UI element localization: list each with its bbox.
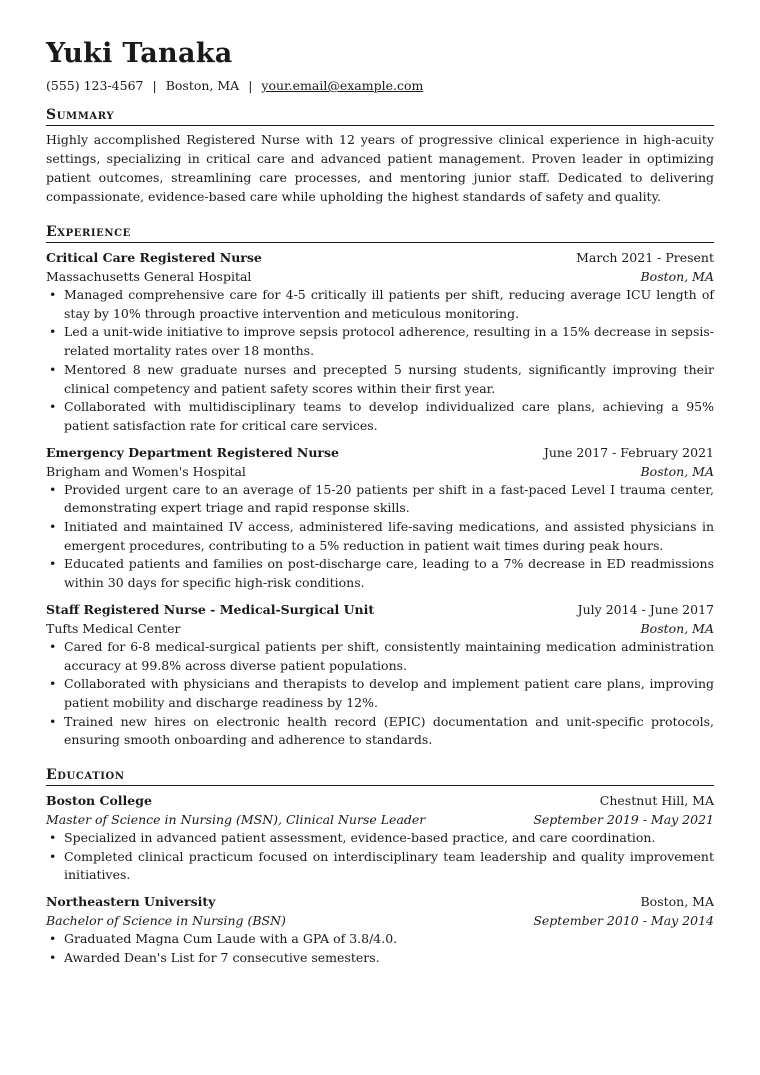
list-item xyxy=(46,949,714,968)
job-location: Boston, MA xyxy=(640,269,714,284)
list-item xyxy=(46,829,714,848)
email-link[interactable]: your.email@example.com xyxy=(261,78,424,93)
location: Boston, MA xyxy=(165,78,240,93)
bullet-text: Trained new hires on electronic health record (EPIC) documentation and unit-specific protocols, ensuring smooth onboarding and adherence to standards. xyxy=(64,713,714,748)
contact-separator: | xyxy=(248,78,253,93)
job-dates: March 2021 - Present xyxy=(576,250,714,265)
bullet-text: Cared for 6-8 medical-surgical patients per shift, consistently maintaining medication administration accuracy at 99.8% across diverse patient populations. xyxy=(64,638,714,673)
school-location: Chestnut Hill, MA xyxy=(599,793,714,808)
school-location: Boston, MA xyxy=(640,894,714,910)
education-section xyxy=(46,766,714,968)
degree: Master of Science in Nursing (MSN), Clinical Nurse Leader xyxy=(46,812,426,827)
employer: Brigham and Women's Hospital xyxy=(46,463,246,479)
job-bullets xyxy=(46,481,714,593)
bullet-text: Awarded Dean's List for 7 consecutive semesters. xyxy=(64,949,380,965)
job-dates: June 2017 - February 2021 xyxy=(543,444,714,460)
bullet-text: Educated patients and families on post-discharge care, leading to a 7% decrease in ED readmissions within 30 days for specific high-risk conditions. xyxy=(64,556,714,591)
bullet-icon: • xyxy=(49,949,57,965)
job-title: Critical Care Registered Nurse xyxy=(46,250,262,265)
education-bullets xyxy=(46,930,714,967)
summary-section xyxy=(46,106,714,206)
job-title: Emergency Department Registered Nurse xyxy=(46,444,339,460)
education-dates: September 2019 - May 2021 xyxy=(533,812,714,827)
job-location: Boston, MA xyxy=(640,463,714,479)
bullet-icon: • xyxy=(49,830,57,845)
bullet-icon: • xyxy=(49,676,57,692)
candidate-name: Yuki Tanaka xyxy=(46,38,233,69)
experience-section xyxy=(46,223,714,750)
bullet-text: Managed comprehensive care for 4-5 critically ill patients per shift, reducing average ICU length of stay by 10% through proactive intervention and meticulous monitoring. xyxy=(64,287,714,321)
education-bullets xyxy=(46,829,714,885)
bullet-icon: • xyxy=(49,361,57,377)
bullet-text: Initiated and maintained IV access, administered life-saving medications, and assisted physicians in emergent procedures, contributing to a 5% reduction in patient wait times during peak hours. xyxy=(64,519,714,553)
list-item xyxy=(46,481,714,518)
degree: Bachelor of Science in Nursing (BSN) xyxy=(46,913,286,929)
contact-separator: | xyxy=(152,78,157,93)
list-item xyxy=(46,930,714,949)
bullet-text: Led a unit-wide initiative to improve sepsis protocol adherence, resulting in a 15% decrease in sepsis-related mortality rates over 18 months. xyxy=(64,324,714,359)
bullet-icon: • xyxy=(49,519,57,535)
bullet-icon: • xyxy=(49,399,57,415)
bullet-text: Mentored 8 new graduate nurses and precepted 5 nursing students, significantly improving their clinical competency and patient safety scores within their first year. xyxy=(64,361,714,396)
school-name: Northeastern University xyxy=(46,894,216,910)
bullet-icon: • xyxy=(49,638,57,654)
job-dates: July 2014 - June 2017 xyxy=(577,601,714,617)
education-entry xyxy=(46,791,714,885)
bullet-text: Collaborated with multidisciplinary teams to develop individualized care plans, achieving a 95% patient satisfaction rate for critical care services. xyxy=(64,399,714,433)
list-item xyxy=(46,555,714,592)
section-heading: Education xyxy=(46,766,714,786)
summary-text: Highly accomplished Registered Nurse with 12 years of progressive clinical experience in high-acuity settings, specializing in critical care and advanced patient management. Proven leader in optimizing patient outcomes, streamlining care processes, and mentoring junior staff. Dedicated to delivering compassionate, evidence-based care while upholding the highest standards of safety and quality. xyxy=(46,132,714,204)
bullet-icon: • xyxy=(49,481,57,497)
education-entry xyxy=(46,892,714,967)
job-entry xyxy=(46,248,714,436)
school-name: Boston College xyxy=(46,793,152,808)
employer: Massachusetts General Hospital xyxy=(46,269,252,284)
phone-number: (555) 123-4567 xyxy=(46,78,144,93)
list-item xyxy=(46,638,714,675)
list-item xyxy=(46,398,714,435)
job-bullets xyxy=(46,638,714,750)
list-item xyxy=(46,675,714,712)
job-bullets xyxy=(46,286,714,436)
job-title: Staff Registered Nurse - Medical-Surgical Unit xyxy=(46,601,375,617)
list-item xyxy=(46,848,714,885)
section-heading: Summary xyxy=(46,106,714,126)
list-item xyxy=(46,286,714,323)
bullet-icon: • xyxy=(49,556,57,572)
contact-line xyxy=(46,77,423,95)
bullet-icon: • xyxy=(49,324,57,340)
job-location: Boston, MA xyxy=(640,620,714,636)
bullet-text: Graduated Magna Cum Laude with a GPA of 3.8/4.0. xyxy=(64,931,398,947)
bullet-text: Specialized in advanced patient assessment, evidence-based practice, and care coordination. xyxy=(64,830,656,845)
bullet-icon: • xyxy=(49,931,57,947)
list-item xyxy=(46,323,714,360)
bullet-text: Collaborated with physicians and therapists to develop and implement patient care plans, improving patient mobility and discharge readiness by 12%. xyxy=(64,676,714,710)
job-entry xyxy=(46,443,714,593)
list-item xyxy=(46,518,714,555)
education-dates: September 2010 - May 2014 xyxy=(533,913,714,929)
bullet-icon: • xyxy=(49,848,57,864)
employer: Tufts Medical Center xyxy=(46,620,181,636)
bullet-icon: • xyxy=(49,713,57,729)
job-entry xyxy=(46,600,714,750)
bullet-icon: • xyxy=(49,287,57,302)
list-item xyxy=(46,361,714,398)
list-item xyxy=(46,713,714,750)
bullet-text: Provided urgent care to an average of 15-20 patients per shift in a fast-paced Level I trauma center, demonstrating expert triage and rapid response skills. xyxy=(64,481,714,516)
bullet-text: Completed clinical practicum focused on interdisciplinary team leadership and quality improvement initiatives. xyxy=(64,848,714,883)
section-heading: Experience xyxy=(46,223,714,243)
